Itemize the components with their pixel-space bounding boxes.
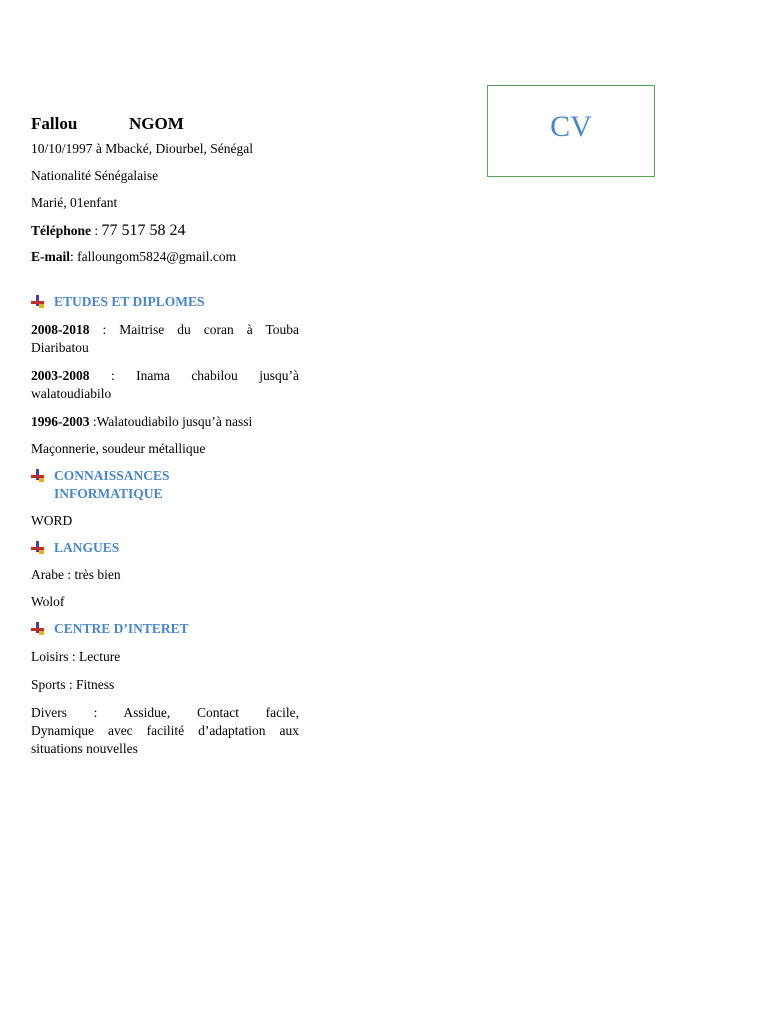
education-text-cont: Diaribatou (31, 340, 89, 355)
last-name: NGOM (129, 114, 184, 133)
email-label: E-mail (31, 249, 70, 264)
cv-title: CV (550, 110, 592, 143)
education-text-cont: walatoudiabilo (31, 386, 112, 401)
bullet-icon (31, 622, 45, 636)
education-text: : Maitrise du coran à Touba (89, 322, 299, 337)
education-text: :Walatoudiabilo jusqu’à nassi (89, 414, 253, 429)
section-interests (31, 620, 299, 638)
bullet-icon (31, 541, 45, 555)
birth-info: 10/10/1997 à Mbacké, Diourbel, Sénégal (31, 141, 253, 156)
section-title: LANGUES (54, 540, 120, 555)
section-title: ETUDES ET DIPLOMES (54, 294, 205, 309)
education-text: : Inama chabilou jusqu’à (89, 368, 299, 383)
email-value: : falloungom5824@gmail.com (70, 249, 237, 264)
full-name (31, 112, 299, 136)
education-years: 1996-2003 (31, 414, 90, 429)
first-name: Fallou (31, 114, 78, 133)
language-item: Wolof (31, 594, 65, 609)
phone-number: 77 517 58 24 (101, 222, 186, 239)
cv-content (31, 110, 299, 758)
phone-line (31, 222, 299, 240)
phone-label: Téléphone (31, 223, 92, 238)
education-years: 2008-2018 (31, 322, 90, 337)
nationality: Nationalité Sénégalaise (31, 168, 159, 183)
section-education (31, 293, 299, 311)
education-item (31, 367, 299, 403)
education-years: 2003-2008 (31, 368, 90, 383)
divers-line: situations nouvelles (31, 741, 138, 756)
interest-item: Sports : Fitness (31, 677, 115, 692)
email-line (31, 248, 299, 266)
family-status: Marié, 01enfant (31, 195, 118, 210)
interest-item: Loisirs : Lecture (31, 649, 121, 664)
divers-line: Dynamique avec facilité d’adaptation aux (31, 723, 299, 738)
section-computing (31, 467, 299, 503)
education-item (31, 413, 299, 431)
cv-title-box (487, 85, 655, 177)
language-item: Arabe : très bien (31, 567, 121, 582)
education-item (31, 321, 299, 357)
bullet-icon (31, 295, 45, 309)
interest-divers (31, 704, 299, 758)
education-extra: Maçonnerie, soudeur métallique (31, 441, 206, 456)
bullet-icon (31, 469, 45, 483)
section-languages (31, 539, 299, 557)
computing-item: WORD (31, 513, 73, 528)
divers-line: Divers : Assidue, Contact facile, (31, 705, 299, 720)
section-title: CENTRE D’INTERET (54, 621, 189, 636)
section-title: CONNAISSANCES INFORMATIQUE (54, 468, 170, 501)
phone-separator: : (91, 223, 102, 238)
